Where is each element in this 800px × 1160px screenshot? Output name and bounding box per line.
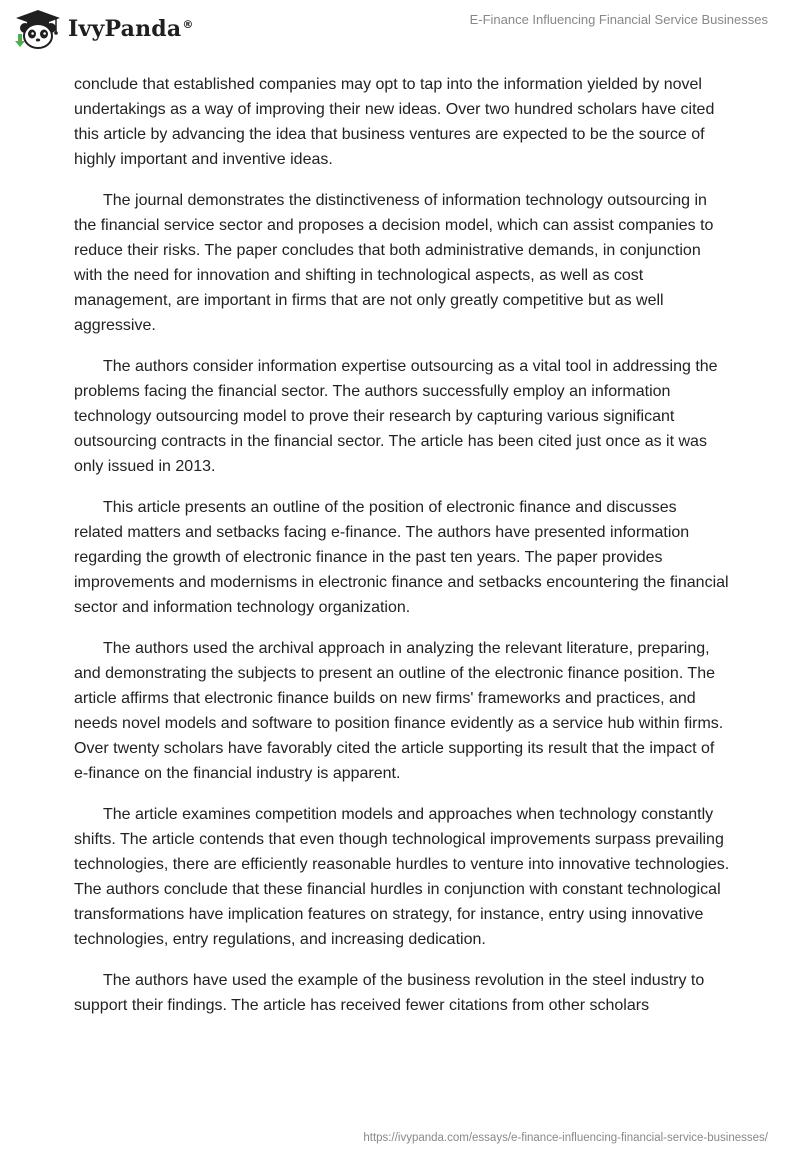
brand-logo[interactable]: [14, 8, 194, 50]
source-url[interactable]: https://ivypanda.com/essays/e-finance-influencing-financial-service-businesses/: [363, 1132, 768, 1144]
paragraph: conclude that established companies may opt to tap into the information yielded by novel undertakings as a way of improving their new ideas. Over two hundred scholars have cited this article by advancing the idea that business ventures are expected to be the source of highly important and inventive ideas.: [74, 76, 715, 168]
panda-graduate-icon: [14, 8, 62, 50]
page-header: [0, 0, 800, 66]
paragraph: The authors have used the example of the business revolution in the steel industry to support their findings. The article has received fewer citations from other scholars: [74, 972, 705, 1014]
registered-mark: ®: [182, 17, 194, 31]
paragraph: The authors used the archival approach in analyzing the relevant literature, preparing, and demonstrating the subjects to present an outline of the electronic finance position. The article affirms that electronic finance builds on new firms' frameworks and practices, and needs novel models and software to position finance evidently as a service hub within firms. Over twenty scholars have favorably cited the article supporting its result that the impact of e-finance on the financial industry is apparent.: [74, 640, 724, 782]
paragraph: The article examines competition models and approaches when technology constantly shifts. The article contends that even though technological improvements surpass prevailing technologies, there are efficiently reasonable hurdles to venture into innovative technologies. The authors conclude that these financial hurdles in conjunction with constant technological transformations have implication features on strategy, for instance, entry using innovative technologies, entry regulations, and increasing dedication.: [74, 806, 730, 948]
paragraph: This article presents an outline of the position of electronic finance and discusses related matters and setbacks facing e-finance. The authors have presented information regarding the growth of electronic finance in the past ten years. The paper provides improvements and modernisms in electronic finance and setbacks encountering the financial sector and information technology organization.: [74, 499, 729, 616]
paragraph: The journal demonstrates the distinctiveness of information technology outsourcing in the financial service sector and proposes a decision model, which can assist companies to reduce their risks. The paper concludes that both administrative demands, in conjunction with the need for innovation and shifting in technological aspects, as well as cost management, are important in firms that are not only greatly competitive but as well aggressive.: [74, 192, 714, 334]
essay-body: [74, 72, 730, 1034]
brand-name: IvyPanda®: [68, 16, 194, 42]
document-title: E-Finance Influencing Financial Service Businesses: [469, 12, 768, 27]
paragraph: The authors consider information expertise outsourcing as a vital tool in addressing the problems facing the financial sector. The authors successfully employ an information technology outsourcing model to prove their research by capturing various significant outsourcing contracts in the financial sector. The article has been cited just once as it was only issued in 2013.: [74, 358, 718, 475]
